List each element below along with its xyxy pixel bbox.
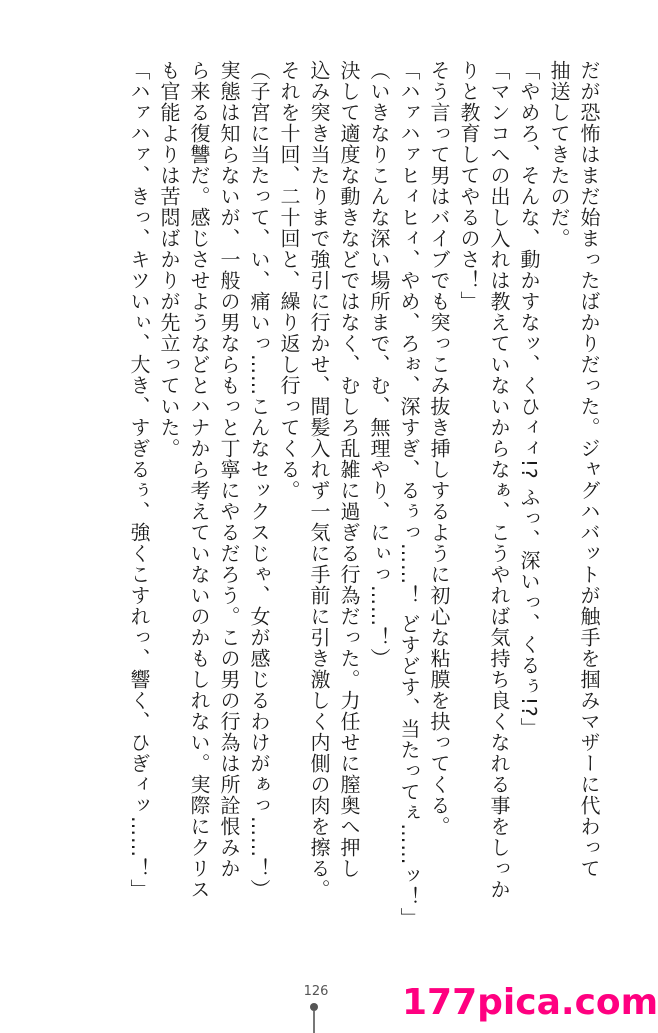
text-line: そう言って男はバイブでも突っこみ抜き挿しするように初心な粘膜を抉ってくる。	[427, 60, 451, 837]
page-number: 126	[303, 984, 329, 999]
text-line: も官能よりは苦悶ばかりが先立っていた。	[157, 60, 181, 459]
text-line: 「マンコへの出し入れは教えていないからなぁ、こうやれば気持ち良くなれる事をしっか	[487, 60, 511, 900]
text-line: （いきなりこんな深い場所まで、む、無理やり、にぃっ……！）	[367, 60, 391, 669]
watermark-text: 177pica.com	[402, 982, 658, 1023]
text-line: 抽送してきたのだ。	[547, 60, 571, 249]
text-line: ら来る復讐だ。感じさせようなどとハナから考えていないのかもしれない。実際にクリス	[187, 60, 211, 900]
text-line: 込み突き当たりまで強引に行かせ、間髪入れず一気に手前に引き激しく内側の肉を擦る。	[307, 60, 331, 900]
text-line: （子宮に当たって、い、痛いっ……こんなセックスじゃ、女が感じるわけがぁっ……！）	[247, 60, 271, 900]
text-line: 決して適度な動きなどではなく、むしろ乱雑に過ぎる行為だった。力任せに膣奥へ押し	[337, 60, 361, 879]
text-line: 「やめろ、そんな、動かすなッ、くひィィ!? ふっ、深いっ、くるぅ!?」	[517, 60, 541, 739]
page-marker-line	[313, 1011, 315, 1033]
text-line: 実態は知らないが、一般の男ならもっと丁寧にやるだろう。この男の行為は所詮恨みか	[217, 60, 241, 879]
text-line: それを十回、二十回と、繰り返し行ってくる。	[277, 60, 301, 501]
text-line: 「ハァハァ、きっ、キツいぃ、大き、すぎるぅ、強くこすれっ、響く、ひぎィッ……！」	[127, 60, 151, 900]
text-line: 「ハァハァヒィヒィ、やめ、ろぉ、深すぎ、るぅっ……！ どすどす、当たってぇ……ッ！」	[397, 60, 421, 929]
page-marker-dot	[310, 1003, 318, 1011]
text-line: りと教育してやるのさ！」	[457, 60, 481, 312]
vertical-text-block	[44, 60, 604, 930]
text-line: だが恐怖はまだ始まったばかりだった。ジャグハバットが触手を掴みマザーに代わって	[577, 60, 601, 879]
